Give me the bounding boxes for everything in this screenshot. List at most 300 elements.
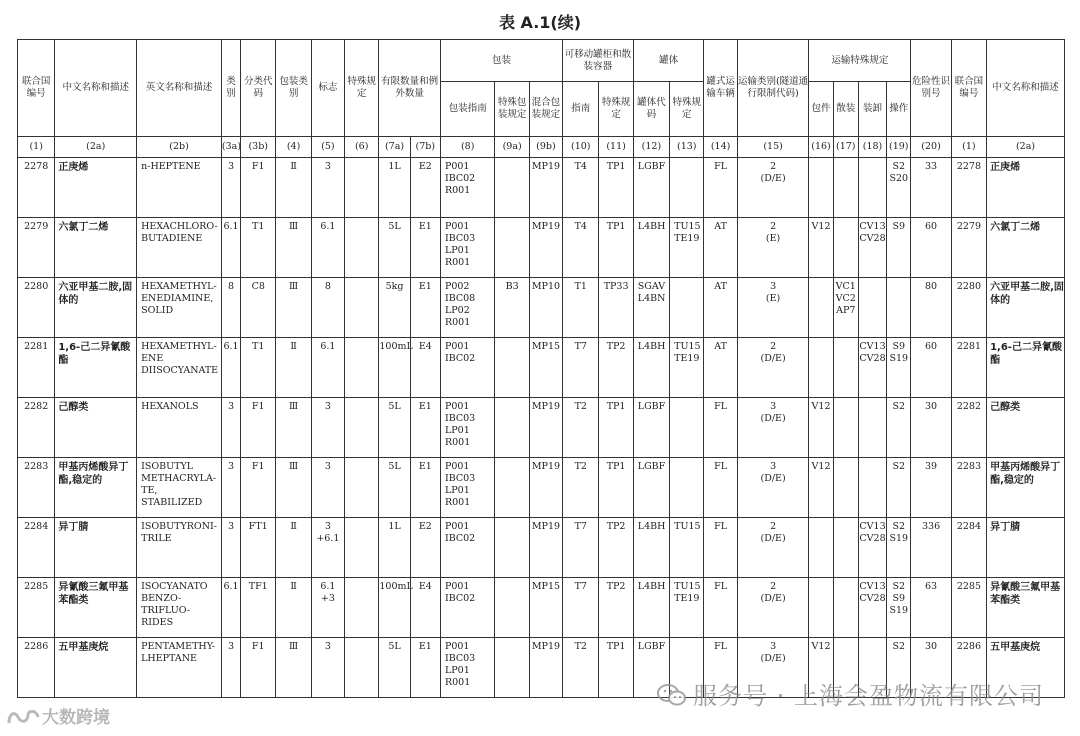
packages-cell: V12 xyxy=(809,638,833,698)
portable-tank-instruction-cell: T2 xyxy=(563,458,599,518)
table-title: 表 A.1(续) xyxy=(498,13,582,32)
portable-tank-special-cell: TP1 xyxy=(599,398,633,458)
loading-cell xyxy=(858,458,886,518)
label-cell: 6.1 xyxy=(311,338,344,398)
un-number-cell: 2283 xyxy=(18,458,55,518)
mixed-packing-cell: MP19 xyxy=(529,518,562,578)
special-packing-cell xyxy=(495,398,529,458)
loading-cell: CV13 CV28 xyxy=(858,578,886,638)
transport-category-cell: 2 (D/E) xyxy=(737,518,809,578)
label-cell: 3 xyxy=(311,398,344,458)
tank-special-cell xyxy=(670,458,704,518)
mixed-packing-cell: MP15 xyxy=(529,578,562,638)
packing-group-cell: Ⅲ xyxy=(276,278,311,338)
special-provisions-cell xyxy=(345,578,379,638)
classification-code-cell: T1 xyxy=(241,218,276,278)
header-un-number-right: 联合国编号 xyxy=(951,40,986,137)
chinese-name-cell: 六亚甲基二胺,固体的 xyxy=(55,278,137,338)
un-number-right-cell: 2286 xyxy=(951,638,986,698)
transport-category-cell: 2 (D/E) xyxy=(737,338,809,398)
column-number: (10) xyxy=(563,137,599,158)
header-special-provisions: 特殊规定 xyxy=(345,40,379,137)
special-packing-cell xyxy=(495,578,529,638)
chinese-name-right-cell: 正庚烯 xyxy=(987,158,1065,218)
header-un-number: 联合国编号 xyxy=(18,40,55,137)
hazard-id-cell: 39 xyxy=(911,458,951,518)
header-label: 标志 xyxy=(311,40,344,137)
chinese-name-right-cell: 六亚甲基二胺,固体的 xyxy=(987,278,1065,338)
column-number-row xyxy=(18,137,1065,158)
packing-group-cell: Ⅱ xyxy=(276,518,311,578)
english-name-cell: HEXANOLS xyxy=(137,398,222,458)
packing-group-cell: Ⅲ xyxy=(276,638,311,698)
hazard-id-cell: 60 xyxy=(911,338,951,398)
header-portable-tanks: 可移动罐柜和散装容器 xyxy=(563,40,634,82)
header-tank: 罐体 xyxy=(633,40,704,82)
mixed-packing-cell: MP19 xyxy=(529,638,562,698)
packages-cell xyxy=(809,518,833,578)
chinese-name-cell: 甲基丙烯酸异丁酯,稳定的 xyxy=(55,458,137,518)
label-cell: 6.1 xyxy=(311,218,344,278)
loading-cell: CV13 CV28 xyxy=(858,218,886,278)
operation-cell: S2 xyxy=(887,398,911,458)
special-provisions-cell xyxy=(345,338,379,398)
loading-cell: CV13 CV28 xyxy=(858,518,886,578)
bulk-cell xyxy=(833,458,858,518)
hazard-id-cell: 33 xyxy=(911,158,951,218)
column-number: (6) xyxy=(345,137,379,158)
transport-category-cell: 3 (E) xyxy=(737,278,809,338)
column-number: (20) xyxy=(911,137,951,158)
watermark xyxy=(657,676,1044,711)
column-number: (11) xyxy=(599,137,633,158)
english-name-cell: ISOBUTYRONI- TRILE xyxy=(137,518,222,578)
packing-instructions-cell: P001 IBC03 LP01 R001 xyxy=(440,458,495,518)
special-provisions-cell xyxy=(345,218,379,278)
hazard-id-cell: 80 xyxy=(911,278,951,338)
classification-code-cell: F1 xyxy=(241,398,276,458)
transport-category-cell: 3 (D/E) xyxy=(737,638,809,698)
class-cell: 6.1 xyxy=(221,578,240,638)
packing-instructions-cell: P001 IBC02 xyxy=(440,518,495,578)
excepted-quantity-cell: E2 xyxy=(410,158,440,218)
column-number: (2a) xyxy=(987,137,1065,158)
excepted-quantity-cell: E1 xyxy=(410,218,440,278)
table-row xyxy=(18,458,1065,518)
wechat-icon xyxy=(657,683,687,707)
loading-cell: CV13 CV28 xyxy=(858,338,886,398)
packing-group-cell: Ⅱ xyxy=(276,578,311,638)
tank-code-cell: LGBF xyxy=(633,638,669,698)
transport-category-cell: 3 (D/E) xyxy=(737,398,809,458)
special-provisions-cell xyxy=(345,518,379,578)
un-number-cell: 2278 xyxy=(18,158,55,218)
limited-quantity-cell: 5L xyxy=(379,398,410,458)
portable-tank-instruction-cell: T1 xyxy=(563,278,599,338)
label-cell: 3 xyxy=(311,158,344,218)
header-operation: 操作 xyxy=(887,82,911,137)
hazard-id-cell: 30 xyxy=(911,638,951,698)
class-cell: 6.1 xyxy=(221,338,240,398)
english-name-cell: n-HEPTENE xyxy=(137,158,222,218)
portable-tank-special-cell: TP1 xyxy=(599,638,633,698)
special-packing-cell: B3 xyxy=(495,278,529,338)
header-limited-quantity: 有限数量和例外数量 xyxy=(379,40,441,137)
english-name-cell: HEXACHLORO- BUTADIENE xyxy=(137,218,222,278)
class-cell: 6.1 xyxy=(221,218,240,278)
english-name-cell: HEXAMETHYL- ENE DIISOCYANATE xyxy=(137,338,222,398)
classification-code-cell: TF1 xyxy=(241,578,276,638)
hazard-id-cell: 30 xyxy=(911,398,951,458)
packing-instructions-cell: P001 IBC02 xyxy=(440,338,495,398)
tank-vehicle-cell: AT xyxy=(704,278,737,338)
tank-special-cell: TU15 TE19 xyxy=(670,338,704,398)
packing-group-cell: Ⅱ xyxy=(276,158,311,218)
bulk-cell: VC1 VC2 AP7 xyxy=(833,278,858,338)
header-portable-special: 特殊规定 xyxy=(599,82,633,137)
chinese-name-right-cell: 六氯丁二烯 xyxy=(987,218,1065,278)
chinese-name-cell: 五甲基庚烷 xyxy=(55,638,137,698)
operation-cell: S2 xyxy=(887,638,911,698)
packing-group-cell: Ⅱ xyxy=(276,338,311,398)
un-number-cell: 2286 xyxy=(18,638,55,698)
tank-code-cell: L4BH xyxy=(633,218,669,278)
header-english-name: 英文名称和描述 xyxy=(137,40,222,137)
class-cell: 8 xyxy=(221,278,240,338)
label-cell: 6.1 +3 xyxy=(311,578,344,638)
special-packing-cell xyxy=(495,518,529,578)
hazard-id-cell: 60 xyxy=(911,218,951,278)
packages-cell xyxy=(809,338,833,398)
column-number: (13) xyxy=(670,137,704,158)
column-number: (15) xyxy=(737,137,809,158)
packages-cell: V12 xyxy=(809,458,833,518)
special-packing-cell xyxy=(495,218,529,278)
column-number: (4) xyxy=(276,137,311,158)
tank-code-cell: L4BH xyxy=(633,578,669,638)
table-row xyxy=(18,158,1065,218)
english-name-cell: HEXAMETHYL- ENEDIAMINE, SOLID xyxy=(137,278,222,338)
tank-vehicle-cell: FL xyxy=(704,638,737,698)
tank-vehicle-cell: AT xyxy=(704,338,737,398)
column-number: (8) xyxy=(440,137,495,158)
portable-tank-special-cell: TP1 xyxy=(599,458,633,518)
packages-cell xyxy=(809,278,833,338)
un-number-cell: 2280 xyxy=(18,278,55,338)
portable-tank-special-cell: TP1 xyxy=(599,158,633,218)
packing-group-cell: Ⅲ xyxy=(276,218,311,278)
tank-code-cell: SGAV L4BN xyxy=(633,278,669,338)
header-hazard-id: 危险性识别号 xyxy=(911,40,951,137)
special-provisions-cell xyxy=(345,638,379,698)
un-number-cell: 2281 xyxy=(18,338,55,398)
operation-cell: S2 xyxy=(887,458,911,518)
loading-cell xyxy=(858,278,886,338)
un-number-cell: 2285 xyxy=(18,578,55,638)
header-packaging: 包装 xyxy=(440,40,562,82)
tank-special-cell xyxy=(670,158,704,218)
operation-cell xyxy=(887,278,911,338)
excepted-quantity-cell: E1 xyxy=(410,638,440,698)
tank-code-cell: L4BH xyxy=(633,518,669,578)
header-tank-vehicle: 罐式运输车辆 xyxy=(704,40,737,137)
portable-tank-instruction-cell: T7 xyxy=(563,578,599,638)
column-number: (2a) xyxy=(55,137,137,158)
english-name-cell: ISOBUTYL METHACRYLA- TE, STABILIZED xyxy=(137,458,222,518)
chinese-name-cell: 六氯丁二烯 xyxy=(55,218,137,278)
class-cell: 3 xyxy=(221,398,240,458)
excepted-quantity-cell: E4 xyxy=(410,578,440,638)
transport-category-cell: 3 (D/E) xyxy=(737,458,809,518)
classification-code-cell: T1 xyxy=(241,338,276,398)
excepted-quantity-cell: E1 xyxy=(410,458,440,518)
header-special-packing: 特殊包装规定 xyxy=(495,82,529,137)
table-row xyxy=(18,518,1065,578)
transport-category-cell: 2 (E) xyxy=(737,218,809,278)
chinese-name-cell: 异丁腈 xyxy=(55,518,137,578)
un-number-right-cell: 2284 xyxy=(951,518,986,578)
excepted-quantity-cell: E1 xyxy=(410,398,440,458)
portable-tank-instruction-cell: T7 xyxy=(563,338,599,398)
portable-tank-special-cell: TP2 xyxy=(599,578,633,638)
header-special-transport: 运输特殊规定 xyxy=(809,40,911,82)
column-number: (2b) xyxy=(137,137,222,158)
un-number-cell: 2282 xyxy=(18,398,55,458)
packing-group-cell: Ⅲ xyxy=(276,398,311,458)
header-transport-category: 运输类别(隧道通行限制代码) xyxy=(737,40,809,137)
table-row xyxy=(18,218,1065,278)
tank-code-cell: LGBF xyxy=(633,458,669,518)
loading-cell xyxy=(858,158,886,218)
un-number-right-cell: 2285 xyxy=(951,578,986,638)
tank-special-cell: TU15 xyxy=(670,518,704,578)
bulk-cell xyxy=(833,338,858,398)
class-cell: 3 xyxy=(221,458,240,518)
column-number: (9b) xyxy=(529,137,562,158)
tank-special-cell: TU15 TE19 xyxy=(670,218,704,278)
class-cell: 3 xyxy=(221,638,240,698)
header-instructions: 指南 xyxy=(563,82,599,137)
special-packing-cell xyxy=(495,638,529,698)
mixed-packing-cell: MP19 xyxy=(529,218,562,278)
class-cell: 3 xyxy=(221,518,240,578)
bulk-cell xyxy=(833,578,858,638)
portable-tank-special-cell: TP33 xyxy=(599,278,633,338)
table-row xyxy=(18,278,1065,338)
column-number: (18) xyxy=(858,137,886,158)
header-tank-code: 罐体代码 xyxy=(633,82,669,137)
packages-cell: V12 xyxy=(809,218,833,278)
label-cell: 3 +6.1 xyxy=(311,518,344,578)
tank-code-cell: LGBF xyxy=(633,398,669,458)
packing-instructions-cell: P001 IBC02 R001 xyxy=(440,158,495,218)
special-packing-cell xyxy=(495,458,529,518)
dangerous-goods-table xyxy=(17,39,1065,698)
packages-cell: V12 xyxy=(809,398,833,458)
column-number: (5) xyxy=(311,137,344,158)
classification-code-cell: FT1 xyxy=(241,518,276,578)
english-name-cell: PENTAMETHY- LHEPTANE xyxy=(137,638,222,698)
mixed-packing-cell: MP10 xyxy=(529,278,562,338)
un-number-cell: 2284 xyxy=(18,518,55,578)
tank-vehicle-cell: FL xyxy=(704,398,737,458)
special-provisions-cell xyxy=(345,458,379,518)
packing-instructions-cell: P002 IBC08 LP02 R001 xyxy=(440,278,495,338)
operation-cell: S2 S9 S19 xyxy=(887,578,911,638)
packing-instructions-cell: P001 IBC03 LP01 R001 xyxy=(440,218,495,278)
header-tank-special: 特殊规定 xyxy=(670,82,704,137)
tank-code-cell: L4BH xyxy=(633,338,669,398)
portable-tank-instruction-cell: T2 xyxy=(563,398,599,458)
table-body xyxy=(18,158,1065,698)
bulk-cell xyxy=(833,518,858,578)
operation-cell: S9 xyxy=(887,218,911,278)
column-number: (7b) xyxy=(410,137,440,158)
logo-icon xyxy=(6,707,42,727)
column-number: (16) xyxy=(809,137,833,158)
hazard-id-cell: 336 xyxy=(911,518,951,578)
mixed-packing-cell: MP19 xyxy=(529,458,562,518)
header-loading: 装卸 xyxy=(858,82,886,137)
header-packing-instructions: 包装指南 xyxy=(440,82,495,137)
table-row xyxy=(18,338,1065,398)
excepted-quantity-cell: E2 xyxy=(410,518,440,578)
bulk-cell xyxy=(833,218,858,278)
bulk-cell xyxy=(833,158,858,218)
mixed-packing-cell: MP19 xyxy=(529,398,562,458)
column-number: (3b) xyxy=(241,137,276,158)
un-number-right-cell: 2279 xyxy=(951,218,986,278)
chinese-name-right-cell: 甲基丙烯酸异丁酯,稳定的 xyxy=(987,458,1065,518)
column-number: (14) xyxy=(704,137,737,158)
class-cell: 3 xyxy=(221,158,240,218)
chinese-name-cell: 1,6-己二异氰酸酯 xyxy=(55,338,137,398)
portable-tank-instruction-cell: T4 xyxy=(563,218,599,278)
chinese-name-right-cell: 异氰酸三氟甲基苯酯类 xyxy=(987,578,1065,638)
special-packing-cell xyxy=(495,338,529,398)
portable-tank-instruction-cell: T2 xyxy=(563,638,599,698)
header-class: 类别 xyxy=(221,40,240,137)
transport-category-cell: 2 (D/E) xyxy=(737,158,809,218)
tank-special-cell xyxy=(670,278,704,338)
tank-vehicle-cell: FL xyxy=(704,158,737,218)
tank-vehicle-cell: FL xyxy=(704,518,737,578)
limited-quantity-cell: 100mL xyxy=(379,338,410,398)
table-row xyxy=(18,398,1065,458)
label-cell: 8 xyxy=(311,278,344,338)
column-number: (1) xyxy=(18,137,55,158)
column-number: (9a) xyxy=(495,137,529,158)
tank-vehicle-cell: AT xyxy=(704,218,737,278)
header-mixed-packing: 混合包装规定 xyxy=(529,82,562,137)
tank-code-cell: LGBF xyxy=(633,158,669,218)
column-number: (7a) xyxy=(379,137,410,158)
hazard-id-cell: 63 xyxy=(911,578,951,638)
tank-vehicle-cell: FL xyxy=(704,458,737,518)
chinese-name-cell: 己醇类 xyxy=(55,398,137,458)
portable-tank-special-cell: TP1 xyxy=(599,218,633,278)
loading-cell xyxy=(858,398,886,458)
logo-text: 大数跨境 xyxy=(42,708,110,728)
packages-cell xyxy=(809,158,833,218)
label-cell: 3 xyxy=(311,638,344,698)
label-cell: 3 xyxy=(311,458,344,518)
watermark-text: 服务号 · 上海会盈物流有限公司 xyxy=(693,682,1044,710)
header-classification-code: 分类代码 xyxy=(241,40,276,137)
brand-logo xyxy=(6,703,110,728)
limited-quantity-cell: 1L xyxy=(379,158,410,218)
operation-cell: S2 S19 xyxy=(887,518,911,578)
mixed-packing-cell: MP19 xyxy=(529,158,562,218)
portable-tank-instruction-cell: T7 xyxy=(563,518,599,578)
limited-quantity-cell: 5L xyxy=(379,458,410,518)
special-provisions-cell xyxy=(345,158,379,218)
column-number: (1) xyxy=(951,137,986,158)
special-provisions-cell xyxy=(345,278,379,338)
column-number: (17) xyxy=(833,137,858,158)
classification-code-cell: C8 xyxy=(241,278,276,338)
operation-cell: S2 S20 xyxy=(887,158,911,218)
column-number: (12) xyxy=(633,137,669,158)
un-number-right-cell: 2283 xyxy=(951,458,986,518)
un-number-right-cell: 2280 xyxy=(951,278,986,338)
column-number: (19) xyxy=(887,137,911,158)
mixed-packing-cell: MP15 xyxy=(529,338,562,398)
limited-quantity-cell: 100mL xyxy=(379,578,410,638)
special-provisions-cell xyxy=(345,398,379,458)
un-number-right-cell: 2278 xyxy=(951,158,986,218)
tank-special-cell: TU15 TE19 xyxy=(670,578,704,638)
tank-special-cell xyxy=(670,398,704,458)
portable-tank-special-cell: TP2 xyxy=(599,338,633,398)
header-packing-group: 包装类别 xyxy=(276,40,311,137)
english-name-cell: ISOCYANATO BENZO- TRIFLUO- RIDES xyxy=(137,578,222,638)
chinese-name-right-cell: 1,6-己二异氰酸酯 xyxy=(987,338,1065,398)
limited-quantity-cell: 1L xyxy=(379,518,410,578)
chinese-name-cell: 正庚烯 xyxy=(55,158,137,218)
un-number-right-cell: 2281 xyxy=(951,338,986,398)
packing-instructions-cell: P001 IBC03 LP01 R001 xyxy=(440,398,495,458)
portable-tank-special-cell: TP2 xyxy=(599,518,633,578)
classification-code-cell: F1 xyxy=(241,458,276,518)
classification-code-cell: F1 xyxy=(241,158,276,218)
limited-quantity-cell: 5L xyxy=(379,638,410,698)
column-number: (3a) xyxy=(221,137,240,158)
packing-instructions-cell: P001 IBC02 xyxy=(440,578,495,638)
header-packages: 包件 xyxy=(809,82,833,137)
header-chinese-name-right: 中文名称和描述 xyxy=(987,40,1065,137)
classification-code-cell: F1 xyxy=(241,638,276,698)
tank-vehicle-cell: FL xyxy=(704,578,737,638)
excepted-quantity-cell: E1 xyxy=(410,278,440,338)
chinese-name-cell: 异氰酸三氟甲基苯酯类 xyxy=(55,578,137,638)
limited-quantity-cell: 5kg xyxy=(379,278,410,338)
chinese-name-right-cell: 异丁腈 xyxy=(987,518,1065,578)
table-row xyxy=(18,578,1065,638)
transport-category-cell: 2 (D/E) xyxy=(737,578,809,638)
packing-instructions-cell: P001 IBC03 LP01 R001 xyxy=(440,638,495,698)
packing-group-cell: Ⅲ xyxy=(276,458,311,518)
chinese-name-right-cell: 己醇类 xyxy=(987,398,1065,458)
limited-quantity-cell: 5L xyxy=(379,218,410,278)
bulk-cell xyxy=(833,398,858,458)
header-chinese-name: 中文名称和描述 xyxy=(55,40,137,137)
special-packing-cell xyxy=(495,158,529,218)
operation-cell: S9 S19 xyxy=(887,338,911,398)
header-bulk: 散装 xyxy=(833,82,858,137)
excepted-quantity-cell: E4 xyxy=(410,338,440,398)
un-number-cell: 2279 xyxy=(18,218,55,278)
